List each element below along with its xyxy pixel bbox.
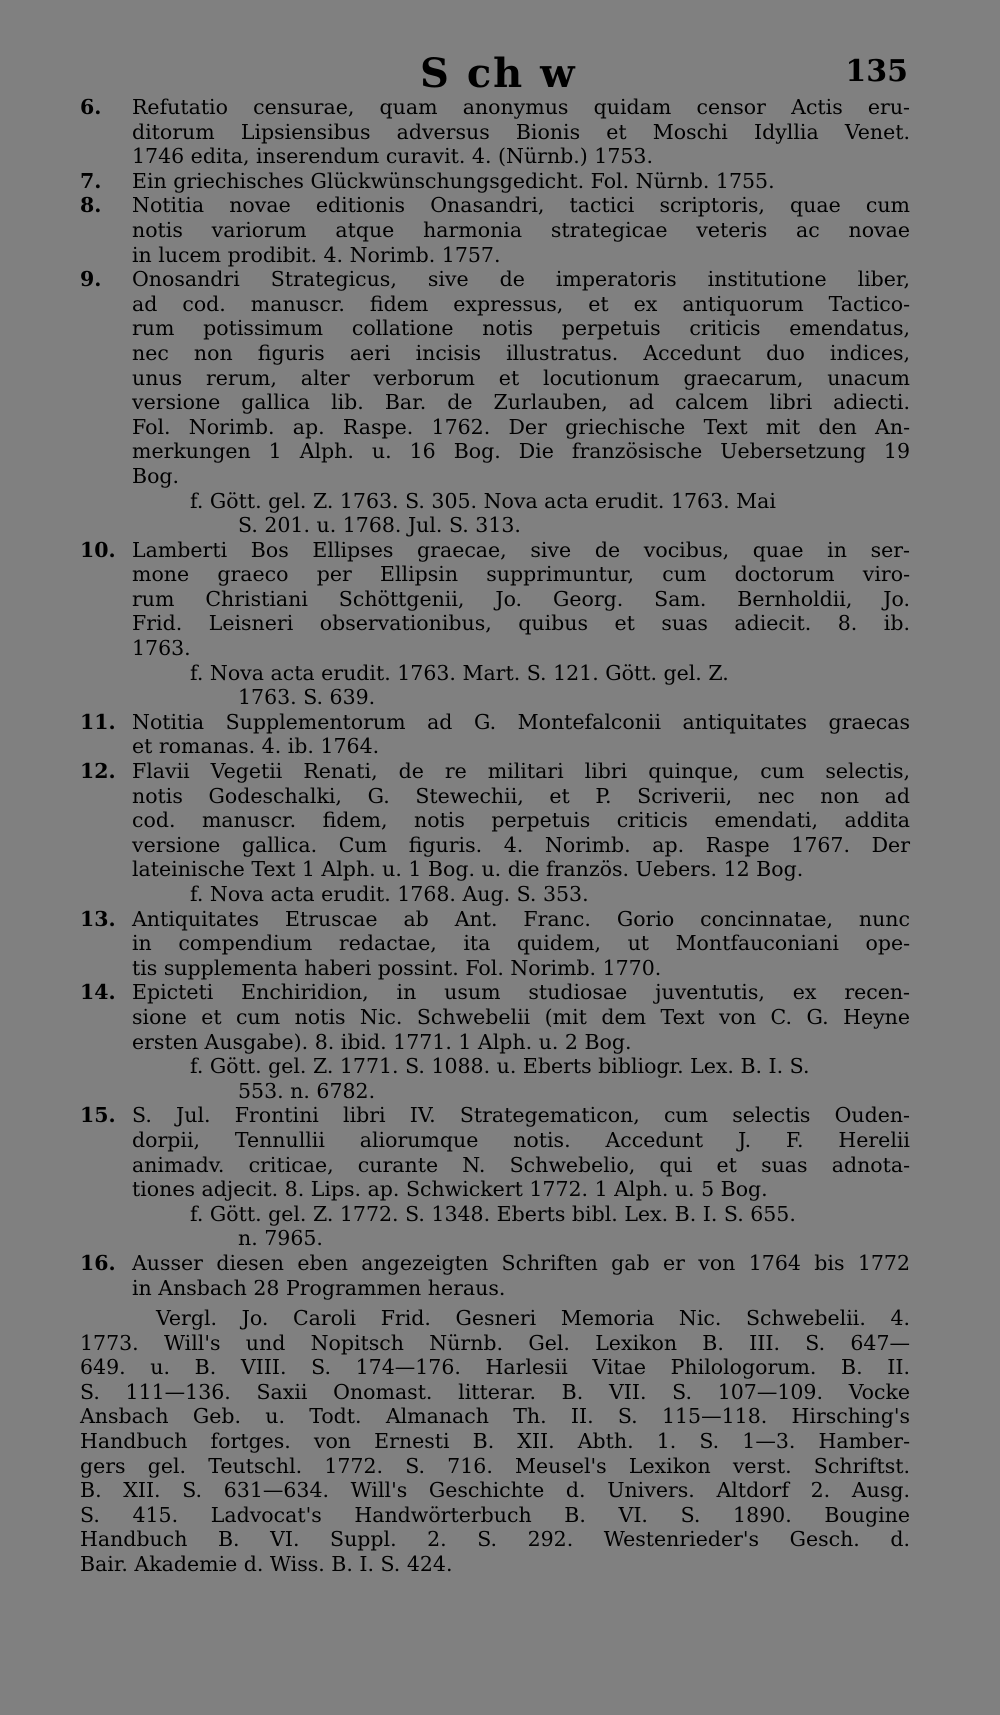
entry-line: Ausser diesen eben angezeigten Schriften gab er von 1764 bis 1772 <box>132 1250 910 1275</box>
entry-line: notis variorum atque harmonia strategicae veteris ac novae <box>132 217 910 242</box>
header-title: S ch w <box>420 50 577 97</box>
entry-line: et romanas. 4. ib. 1764. <box>132 734 380 759</box>
entry-number: 6. <box>80 95 102 119</box>
entry-text <box>132 169 910 194</box>
entry-number: 9. <box>80 267 102 292</box>
bibliography-entry <box>80 710 910 759</box>
entry-line: mone graeco per Ellipsin supprimuntur, cum doctorum viro- <box>132 562 910 587</box>
entry-number: 16. <box>80 1250 116 1275</box>
reference-line: 1773. Will's und Nopitsch Nürnb. Gel. Lexikon B. III. S. 647— <box>80 1330 910 1355</box>
entry-number: 12. <box>80 759 116 784</box>
entry-line: Fol. Norimb. ap. Raspe. 1762. Der griechische Text mit den An- <box>132 414 910 439</box>
bibliography-entry <box>80 759 910 907</box>
entry-line: tiones adjecit. 8. Lips. ap. Schwickert 1772. 1 Alph. u. 5 Bog. <box>132 1177 768 1202</box>
entry-text <box>132 95 910 169</box>
citation-line: f. Gött. gel. Z. 1771. S. 1088. u. Eberts bibliogr. Lex. B. I. S. <box>190 1054 810 1079</box>
entry-line: rum potissimum collatione notis perpetuis criticis emendatus, <box>132 316 910 341</box>
entry-line: Lamberti Bos Ellipses graecae, sive de vocibus, quae in ser- <box>132 537 910 562</box>
citation-line: f. Gött. gel. Z. 1763. S. 305. Nova acta erudit. 1763. Mai <box>190 488 776 513</box>
reference-line: Vergl. Jo. Caroli Frid. Gesneri Memoria Nic. Schwebelii. 4. <box>156 1306 910 1331</box>
reference-line: Handbuch B. VI. Suppl. 2. S. 292. Westenrieder's Gesch. d. <box>80 1527 910 1552</box>
entry-line: Onosandri Strategicus, sive de imperatoris institutione liber, <box>132 267 910 292</box>
entry-number: 7. <box>80 168 102 193</box>
entry-line: Bog. <box>132 463 180 488</box>
entry-line: Notitia Supplementorum ad G. Montefalconii antiquitates graecas <box>132 709 910 734</box>
entry-line: Refutatio censurae, quam anonymus quidam censor Actis eru- <box>132 95 910 119</box>
entry-line: Flavii Vegetii Renati, de re militari libri quinque, cum selectis, <box>132 759 910 784</box>
bibliography-entry <box>80 538 910 710</box>
entry-number: 8. <box>80 193 102 218</box>
citation-block <box>190 489 910 538</box>
reference-line: B. XII. S. 631—634. Will's Geschichte d. Univers. Altdorf 2. Ausg. <box>80 1478 910 1503</box>
bibliography-entry <box>80 980 910 1103</box>
entry-line: Ein griechisches Glückwünschungsgedicht. Fol. Nürnb. 1755. <box>132 168 775 193</box>
entry-line: unus rerum, alter verborum et locutionum graecarum, unacum <box>132 365 910 390</box>
entry-line: in Ansbach 28 Programmen heraus. <box>132 1275 506 1300</box>
citation-line: f. Nova acta erudit. 1768. Aug. S. 353. <box>190 882 589 906</box>
entry-line: nec non figuris aeri incisis illustratus. Accedunt duo indices, <box>132 340 910 365</box>
entry-line: Frid. Leisneri observationibus, quibus et suas adiecit. 8. ib. <box>132 611 910 636</box>
reference-line: Ansbach Geb. u. Todt. Almanach Th. II. S. 115—118. Hirsching's <box>80 1404 910 1429</box>
entry-line: ad cod. manuscr. fidem expressus, et ex antiquorum Tactico- <box>132 291 910 316</box>
entry-number: 10. <box>80 537 116 562</box>
citation-line: f. Nova acta erudit. 1763. Mart. S. 121. Gött. gel. Z. <box>190 660 729 685</box>
bibliography-entry <box>80 907 910 981</box>
citation-block <box>190 882 910 907</box>
entry-line: dorpii, Tennullii aliorumque notis. Accedunt J. F. Herelii <box>132 1127 910 1152</box>
entry-line: 1746 edita, inserendum curavit. 4. (Nürnb.) 1753. <box>132 144 653 169</box>
entry-line: merkungen 1 Alph. u. 16 Bog. Die französische Uebersetzung 19 <box>132 439 910 464</box>
bibliography-entry <box>80 1251 910 1300</box>
entry-line: in compendium redactae, ita quidem, ut Montfauconiani ope- <box>132 931 910 956</box>
bibliography-entry <box>80 169 910 194</box>
entry-line: ditorum Lipsiensibus adversus Bionis et Moschi Idyllia Venet. <box>132 119 910 144</box>
entry-text <box>132 1251 910 1300</box>
entry-text <box>132 907 910 981</box>
entry-line: animadv. criticae, curante N. Schwebelio, qui et suas adnota- <box>132 1152 910 1177</box>
entry-text <box>132 1103 910 1201</box>
entry-line: versione gallica. Cum figuris. 4. Norimb. ap. Raspe 1767. Der <box>132 832 910 857</box>
entry-line: tis supplementa haberi possint. Fol. Norimb. 1770. <box>132 955 662 980</box>
citation-block <box>190 1054 910 1103</box>
entry-number: 15. <box>80 1103 116 1128</box>
bibliography-entry <box>80 193 910 267</box>
page-number: 135 <box>845 54 908 89</box>
entry-text <box>132 538 910 661</box>
entry-number: 11. <box>80 709 116 734</box>
entry-line: rum Christiani Schöttgenii, Jo. Georg. Sam. Bernholdii, Jo. <box>132 586 910 611</box>
entry-line: Antiquitates Etruscae ab Ant. Franc. Gorio concinnatae, nunc <box>132 906 910 931</box>
bibliography-entry <box>80 95 910 169</box>
citation-line: f. Gött. gel. Z. 1772. S. 1348. Eberts bibl. Lex. B. I. S. 655. <box>190 1201 796 1226</box>
citation-block <box>190 661 910 710</box>
citation-line: 1763. S. 639. <box>238 685 376 710</box>
entry-line: S. Jul. Frontini libri IV. Strategematicon, cum selectis Ouden- <box>132 1103 910 1128</box>
citation-block <box>190 1202 910 1251</box>
entry-text <box>132 759 910 882</box>
bibliography-references <box>80 1306 910 1577</box>
entry-line: notis Godeschalki, G. Stewechii, et P. Scriverii, nec non ad <box>132 783 910 808</box>
entry-line: 1763. <box>132 636 191 661</box>
citation-line: S. 201. u. 1768. Jul. S. 313. <box>238 513 521 538</box>
reference-line: 649. u. B. VIII. S. 174—176. Harlesii Vitae Philologorum. B. II. <box>80 1355 910 1380</box>
entry-line: Notitia novae editionis Onasandri, tactici scriptoris, quae cum <box>132 193 910 218</box>
entry-line: Epicteti Enchiridion, in usum studiosae juventutis, ex recen- <box>132 980 910 1005</box>
reference-line: S. 415. Ladvocat's Handwörterbuch B. VI. S. 1890. Bougine <box>80 1502 910 1527</box>
bibliography-entry <box>80 267 910 538</box>
reference-line: gers gel. Teutschl. 1772. S. 716. Meusel's Lexikon verst. Schriftst. <box>80 1453 910 1478</box>
entry-text <box>132 710 910 759</box>
entry-line: ersten Ausgabe). 8. ibid. 1771. 1 Alph. u. 2 Bog. <box>132 1029 632 1054</box>
entry-number: 13. <box>80 906 116 931</box>
bibliography-entry <box>80 1103 910 1251</box>
entry-line: versione gallica lib. Bar. de Zurlauben, ad calcem libri adiecti. <box>132 390 910 415</box>
entry-text <box>132 980 910 1054</box>
reference-line: Bair. Akademie d. Wiss. B. I. S. 424. <box>80 1552 453 1577</box>
entry-number: 14. <box>80 980 116 1005</box>
entry-text <box>132 267 910 488</box>
reference-line: Handbuch fortges. von Ernesti B. XII. Abth. 1. S. 1—3. Hamber- <box>80 1429 910 1454</box>
running-header <box>0 50 1000 95</box>
entry-line: lateinische Text 1 Alph. u. 1 Bog. u. die französ. Uebers. 12 Bog. <box>132 857 804 882</box>
entry-text <box>132 193 910 267</box>
entry-list <box>80 95 910 1577</box>
entry-line: sione et cum notis Nic. Schwebelii (mit dem Text von C. G. Heyne <box>132 1004 910 1029</box>
entry-line: cod. manuscr. fidem, notis perpetuis criticis emendati, addita <box>132 808 910 833</box>
reference-line: S. 111—136. Saxii Onomast. litterar. B. VII. S. 107—109. Vocke <box>80 1379 910 1404</box>
citation-line: n. 7965. <box>238 1226 323 1251</box>
entry-line: in lucem prodibit. 4. Norimb. 1757. <box>132 242 501 267</box>
citation-line: 553. n. 6782. <box>238 1078 376 1103</box>
